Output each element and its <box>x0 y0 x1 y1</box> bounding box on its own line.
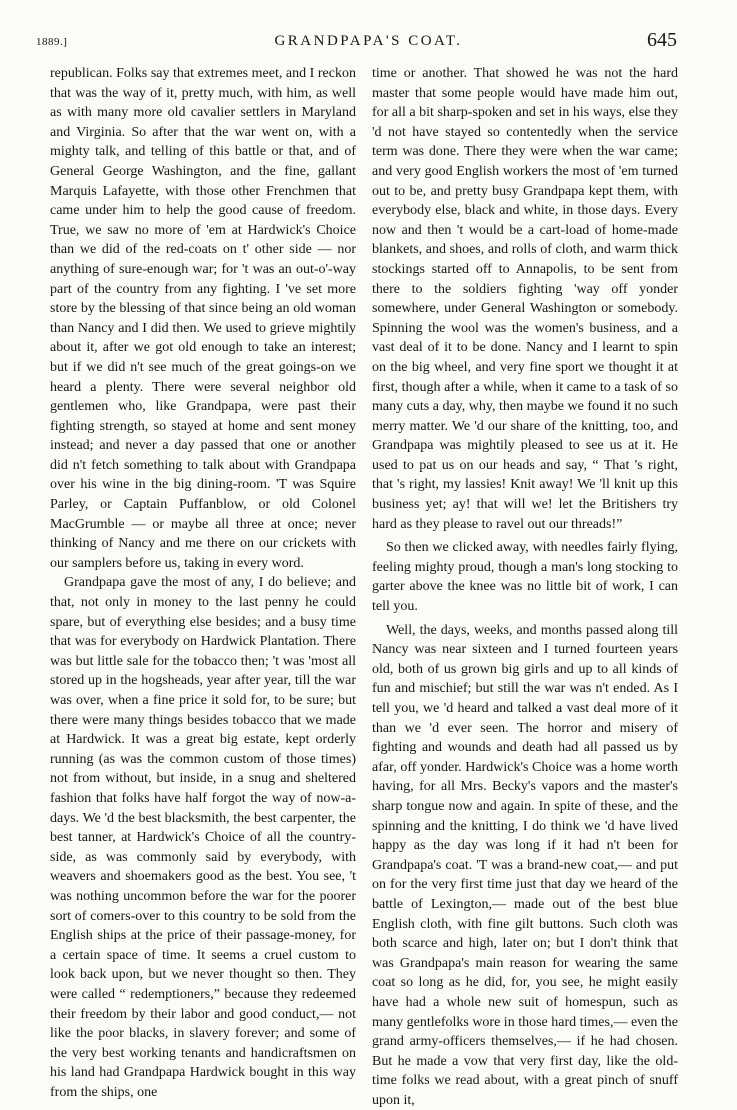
paragraph: time or another. That showed he was not the hard master that some people would have made him out, for all a bit sharp-spoken and set in his ways, else they 'd not have stayed so contentedly when the service term was done. There they were when the war came; and very good English workers the most of 'em turned out to be, and pretty busy Grandpapa kept them, with everybody else, black and white, in those days. Every now and then 't would be a cart-load of home-made blankets, and shoes, and rolls of cloth, and warm thick stockings started off to Annapolis, to be sent from there to the soldiers fighting 'way off yonder somewhere, under General Washington or somebody. Spinning the wool was the women's business, and a vast deal of it to be done. Nancy and I learnt to spin on the big wheel, and very fine sport we thought it at first, though after a while, when it came to a task of so many cuts a day, why, then maybe we found it no such merry matter. We 'd our share of the knitting, too, and Grandpapa was mightily pleased to see us at it. He used to pat us on our heads and say, “ That 's right, that 's right, my lassies! Knit away! We 'll knit up this business yet; ay! that will we! let the Britishers try hard as they please to ravel out our threads!” <box>372 66 678 532</box>
paragraph: So then we clicked away, with needles fairly flying, feeling mighty proud, though a man's long stocking to garter above the knee was no little bit of work, I can tell you. <box>372 540 678 615</box>
paragraph: Well, the days, weeks, and months passed along till Nancy was near sixteen and I turned fourteen years old, both of us grown big girls and up to all kinds of fun and mischief; but still the war was n't ended. As I tell you, we 'd heard and talked a vast deal more of it than we 'd ever seen. The horror and misery of fighting and wounds and death had all passed us by afar, off yonder. Hardwick's Choice was a home worth having, for all Mrs. Becky's vapors and the master's sharp tongue now and again. In spite of these, and the spinning and the knitting, I do think we 'd have lived happy as the day was long if it had n't been for Grandpapa's coat. 'T was a brand-new coat,— and put on for the very first time just that day we heard of the battle of Lexington,— made out of the best blue English cloth, with fine gilt buttons. Such cloth was both scarce and high, later on; but I don't think that was Grandpapa's main reason for wearing the same coat so long as he did, for, you see, he might easily have had a whole new suit of homespun, such as many gentlefolks wore in those hard times,— even the grand army-officers themselves,— if he had chosen. But he made a vow that very first day, like the old-time folks we read about, with a great pinch of snuff upon it, <box>372 622 678 1108</box>
paragraph: republican. Folks say that extremes meet, and I reckon that was the way of it, pretty much, with him, as well as with many more old cavalier settlers in Maryland and Virginia. So after that the war went on, with a mighty talk, and telling of this battle or that, and of General George Washington, and the fine, gallant Marquis Lafayette, with those other Frenchmen that came under him to help the good cause of freedom. True, we saw no more of 'em at Hardwick's Choice than we did of the red-coats on t' other side — nor anything of sure-enough war; for 't was an out-o'-way part of the country from any fighting. I 've set more store by the blessing of that since being an old woman than Nancy and I did then. We used to grieve mightily about it, after we got old enough to take an interest; but if we did n't see much of the great goings-on we heard a plenty. There were several neighbor old gentlemen who, like Grandpapa, were past their fighting strength, so stayed at home and sent money instead; and never a day passed that one or another did n't fetch something to talk about with Grandpapa over his wine in the big dining-room. 'T was Squire Parley, or Captain Puffanblow, or old Colonel MacGrumble — or maybe all three at once; never thinking of Nancy and me there on our crickets with our samplers before us, taking in every word. <box>50 66 356 571</box>
running-header <box>0 29 737 56</box>
header-title: GRANDPAPA'S COAT. <box>274 33 463 49</box>
right-column <box>372 64 678 1110</box>
page-number: 645 <box>647 29 677 51</box>
paragraph: Grandpapa gave the most of any, I do believe; and that, not only in money to the last penny he could spare, but of everything else besides; and a busy time that was for everybody on Hardwick Plantation. There was but little sale for the tobacco then; 't was 'most all stored up in the hogsheads, year after year, till the war was over, when a fine price it sold for, to be sure; but there were many things besides tobacco that we made at Hardwick. It was a great big estate, kept orderly running (as was the common custom of those times) not from without, but inside, in a snug and sheltered fashion that folks have half forgot the way of now-a-days. We 'd the best blacksmith, the best carpenter, the best tanner, at Hardwick's Choice of all the country-side, as was commonly said by everybody, with weavers and shoemakers good as the best. You see, 't was nothing uncommon before the war for the poorer sort of comers-over to this country to be sold from the English ships at the price of their passage-money, for a certain space of time. It seems a cruel custom to look back upon, but we never thought so then. They were called “ redemptioners,” because they redeemed their freedom by their labor and good conduct,— not like the poor blacks, in slavery forever; and some of the very best working tenants and handicraftsmen on his land had Grandpapa Hardwick bought in this way from the ships, one <box>50 575 356 1100</box>
left-column <box>50 64 356 1102</box>
header-year: 1889.] <box>36 36 68 48</box>
